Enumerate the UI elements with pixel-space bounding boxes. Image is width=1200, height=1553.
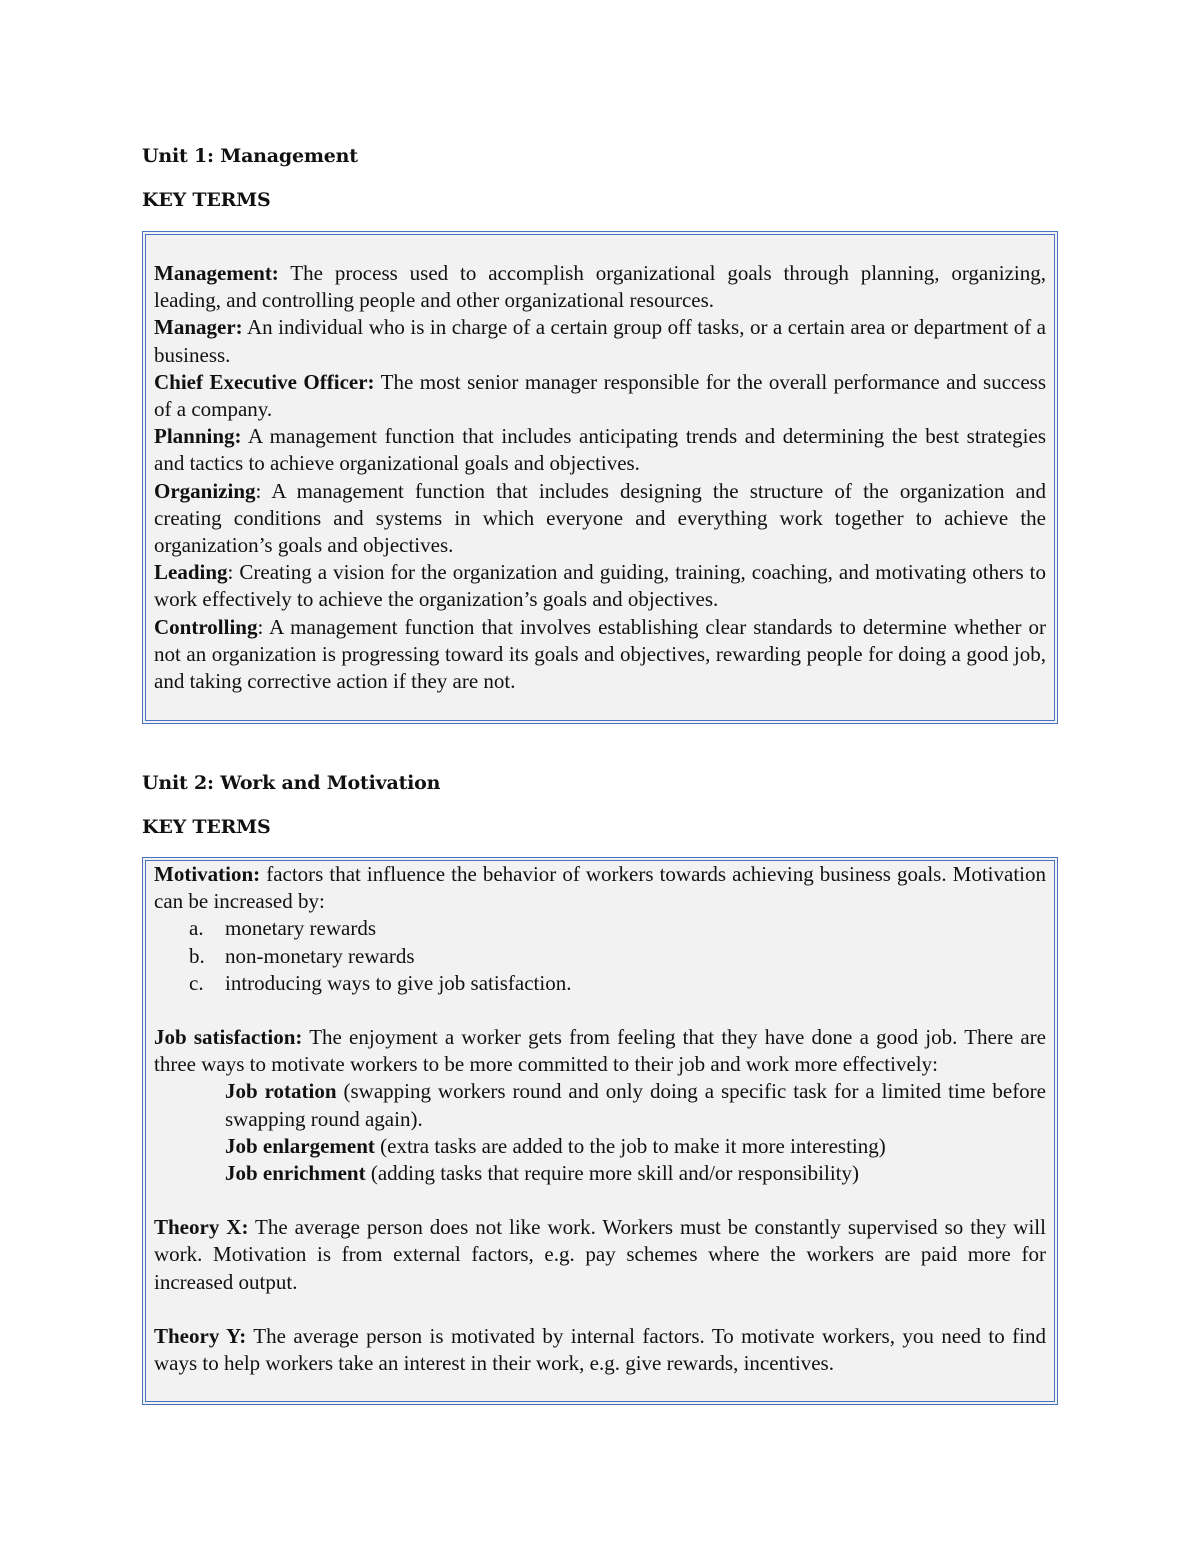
spacer — [154, 997, 1046, 1024]
term-definition: factors that influence the behavior of workers towards achieving business goals. Motivation can be increased by: — [154, 862, 1046, 914]
term-label: Theory X: — [154, 1215, 249, 1240]
way-text: (adding tasks that require more skill and/or responsibility) — [365, 1161, 859, 1186]
term-definition: The enjoyment a worker gets from feeling that they have done a good job. There are three ways to motivate workers to be more committed to their job and work more effectively: — [154, 1025, 1047, 1077]
list-item — [154, 970, 1046, 997]
term-job-satisfaction — [154, 1024, 1046, 1078]
term-leading — [154, 559, 1046, 613]
term-label: Organizing — [154, 478, 256, 503]
way-label: Job rotation — [225, 1079, 337, 1104]
unit2-key-terms-label: KEY TERMS — [142, 816, 271, 838]
way-job-rotation — [154, 1078, 1046, 1132]
term-management — [154, 260, 1046, 314]
term-label: Controlling — [154, 614, 258, 639]
list-item — [154, 943, 1046, 970]
unit1-key-terms-label: KEY TERMS — [142, 189, 271, 211]
list-marker: a. — [189, 916, 204, 941]
term-definition: An individual who is in charge of a certain group off tasks, or a certain area or department of a business. — [154, 315, 1046, 367]
way-job-enrichment — [154, 1160, 1046, 1187]
term-motivation — [154, 861, 1046, 915]
term-definition: A management function that includes anticipating trends and determining the best strategies and tactics to achieve organizational goals and objectives. — [154, 424, 1046, 476]
term-definition: The average person does not like work. Workers must be constantly supervised so they will work. Motivation is from external factors, e.g. pay schemes where the workers are paid more for increased output. — [154, 1215, 1046, 1294]
term-definition: : A management function that involves establishing clear standards to determine whether or not an organization is progressing toward its goals and objectives, rewarding people for doing a good job, and taking corrective action if they are not. — [154, 614, 1046, 694]
list-marker: c. — [189, 970, 204, 995]
term-definition: : Creating a vision for the organization and guiding, training, coaching, and motivating others to work effectively to achieve the organization’s goals and objectives. — [154, 560, 1046, 612]
term-theory-y — [154, 1323, 1046, 1377]
list-text: non-monetary rewards — [225, 943, 415, 968]
term-ceo — [154, 369, 1046, 423]
term-definition: The average person is motivated by internal factors. To motivate workers, you need to find ways to help workers take an interest in their work, e.g. give rewards, incentives. — [154, 1323, 1046, 1376]
term-label: Management: — [154, 261, 279, 285]
unit2-title: Unit 2: Work and Motivation — [142, 772, 441, 794]
way-text: (extra tasks are added to the job to make it more interesting) — [374, 1133, 886, 1158]
unit1-title: Unit 1: Management — [142, 145, 358, 167]
term-definition: : A management function that includes designing the structure of the organization and creating conditions and systems in which everyone and everything work together to achieve the organization’s goals and objectives. — [154, 478, 1046, 558]
term-definition: The most senior manager responsible for the overall performance and success of a company. — [154, 369, 1046, 422]
term-planning — [154, 423, 1046, 477]
list-text: introducing ways to give job satisfaction. — [225, 970, 572, 995]
term-label: Planning: — [154, 424, 242, 449]
term-label: Chief Executive Officer: — [154, 369, 375, 394]
list-marker: b. — [189, 943, 205, 968]
term-manager — [154, 314, 1046, 368]
term-label: Leading — [154, 560, 228, 585]
way-text: (swapping workers round and only doing a specific task for a limited time before swapping round again). — [225, 1079, 1046, 1131]
unit2-key-terms-box — [142, 857, 1058, 1405]
spacer — [154, 1296, 1046, 1323]
spacer — [154, 1187, 1046, 1214]
way-label: Job enlargement — [225, 1133, 375, 1158]
term-theory-x — [154, 1214, 1046, 1296]
term-label: Manager: — [154, 315, 243, 340]
list-text: monetary rewards — [225, 916, 377, 941]
term-organizing — [154, 478, 1046, 560]
way-label: Job enrichment — [225, 1161, 366, 1186]
unit1-key-terms-box — [142, 231, 1058, 724]
term-label: Job satisfaction: — [154, 1025, 303, 1050]
term-label: Motivation: — [154, 862, 261, 886]
term-controlling — [154, 614, 1046, 696]
way-job-enlargement — [154, 1133, 1046, 1160]
term-label: Theory Y: — [154, 1323, 247, 1348]
list-item — [154, 915, 1046, 942]
term-definition: The process used to accomplish organizational goals through planning, organizing, leading, and controlling people and other organizational resources. — [154, 261, 1046, 313]
